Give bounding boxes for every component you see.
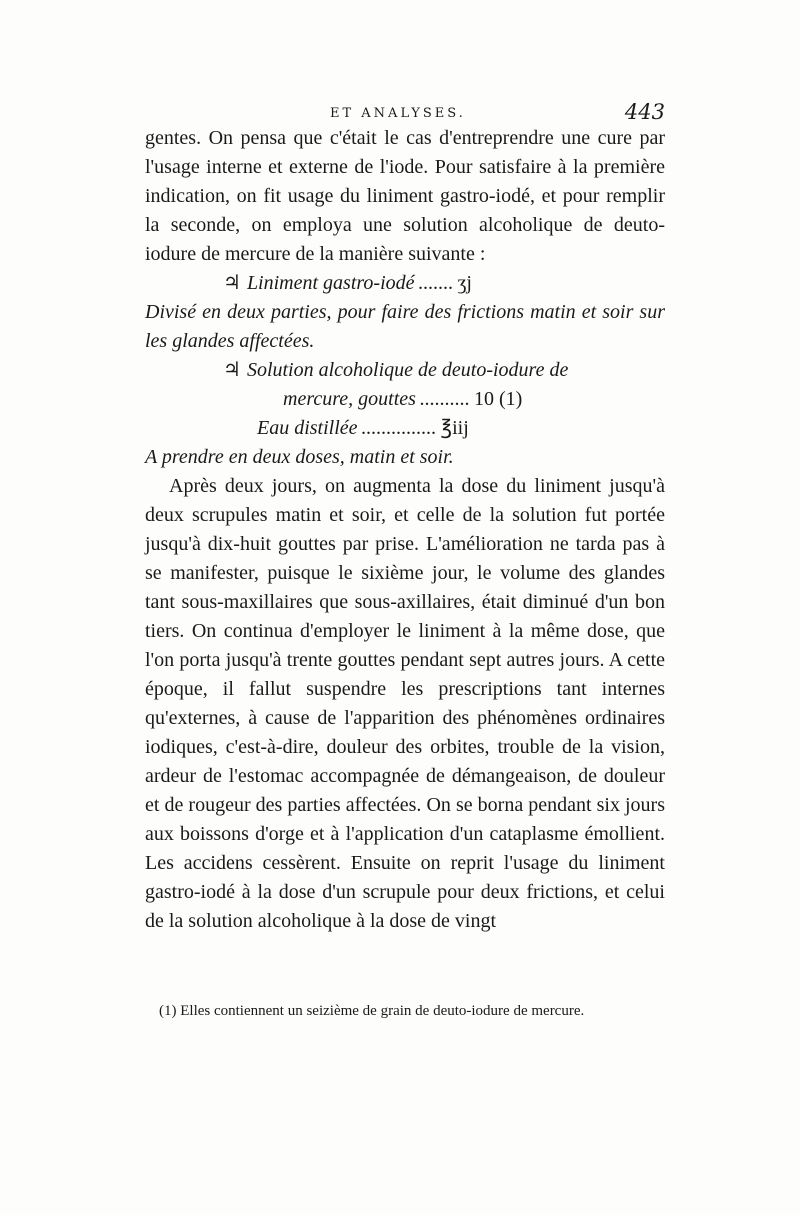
- leader-dots: ..........: [419, 388, 470, 410]
- prescription-line-1: [145, 269, 665, 298]
- prescription-instruction-2: A prendre en deux doses, matin et soir.: [145, 446, 454, 468]
- page-number: 443: [624, 100, 665, 124]
- paragraph-1: gentes. On pensa que c'était le cas d'entreprendre une cure par l'usage interne et externe de l'iode. Pour satisfaire à la première indication, on fit usage du liniment gastro-iodé, et pour remplir la seconde, on employa une solution alcoholique de deuto-iodure de mercure de la manière suivante :: [145, 127, 665, 265]
- running-title: ET ANALYSES.: [330, 106, 466, 121]
- footnote: (1) Elles contiennent un seizième de grain de deuto-iodure de mercure.: [159, 1003, 585, 1019]
- prescription-item-name: Solution alcoholique de deuto-iodure de: [246, 359, 569, 381]
- prescription-amount: ℥iij: [440, 417, 469, 439]
- prescription-item-name: Eau distillée: [257, 417, 358, 439]
- prescription-amount: ʒj: [457, 272, 472, 294]
- recipe-symbol-icon: ♃: [223, 272, 241, 294]
- prescription-line-5: [145, 414, 665, 443]
- prescription-line-3: [145, 356, 665, 385]
- prescription-instruction-1: Divisé en deux parties, pour faire des frictions matin et soir sur les glandes affectées.: [145, 301, 665, 352]
- prescription-item-name: Liniment gastro-iodé: [246, 272, 415, 294]
- prescription-amount: 10 (1): [473, 388, 523, 410]
- paragraph-2: Après deux jours, on augmenta la dose du liniment jusqu'à deux scrupules matin et soir, et celle de la solution fut portée jusqu'à dix-huit gouttes par prise. L'amélioration ne tarda pas à se manifester, puisque le sixième jour, le volume des glandes tant sous-maxillaires que sous-axillaires, était diminué d'un bon tiers. On continua d'employer le liniment à la même dose, que l'on porta jusqu'à trente gouttes pendant sept autres jours. A cette époque, il fallut suspendre les prescriptions tant internes qu'externes, à cause de l'apparition des phénomènes ordinaires iodiques, c'est-à-dire, douleur des orbites, trouble de la vision, ardeur de l'estomac accompagnée de démangeaison, de douleur et de rougeur des parties affectées. On se borna pendant six jours aux boissons d'orge et à l'application d'un cataplasme émollient. Les accidens cessèrent. Ensuite on reprit l'usage du liniment gastro-iodé à la dose d'un scrupule pour deux frictions, et celui de la solution alcoholique à la dose de vingt: [145, 475, 665, 932]
- prescription-item-name: mercure, gouttes: [283, 388, 416, 410]
- leader-dots: .......: [418, 272, 454, 294]
- body-text: [145, 124, 665, 936]
- prescription-line-4: [145, 385, 665, 414]
- recipe-symbol-icon: ♃: [223, 359, 241, 381]
- leader-dots: ...............: [361, 417, 437, 439]
